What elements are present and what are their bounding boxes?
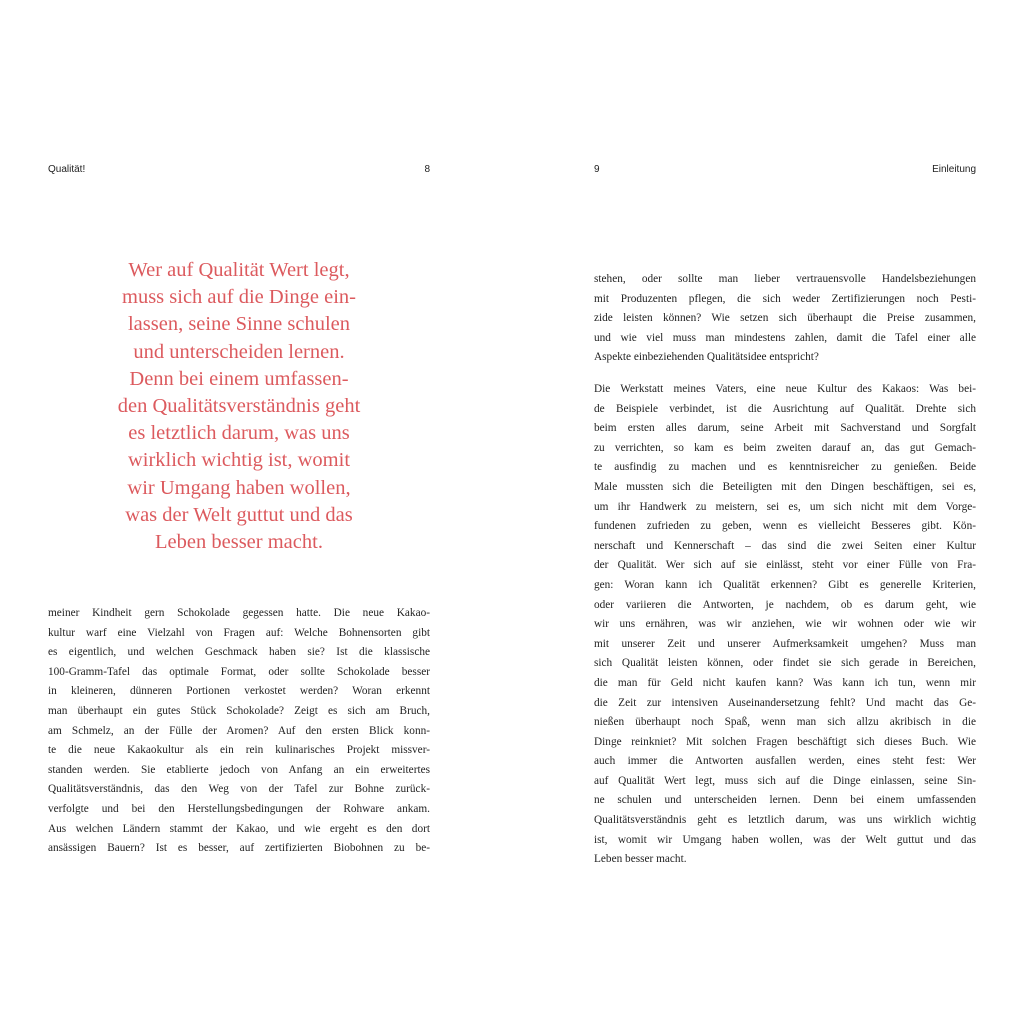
- body-line: Die Werkstatt meines Vaters, eine neue Kultur des Kakaos: Was bei-: [594, 383, 976, 395]
- pull-quote: [86, 257, 392, 556]
- body-line: fundenen zufrieden zu geben, wenn es vielleicht Besseres gibt. Kön-: [594, 520, 976, 533]
- body-line: Aus welchen Ländern stammt der Kakao, und wie ergeht es den dort: [48, 822, 430, 835]
- body-line: der Qualität. Wer sich auf sie einlässt, steht vor einer Fülle von Fra-: [594, 559, 976, 572]
- body-line: auch immer die Antworten ausfallen werden, eines steht fest: Wer: [594, 755, 976, 768]
- body-line: mit unserer Zeit und unserer Aufmerksamkeit umgehen? Muss man: [594, 637, 976, 650]
- pull-quote-line: Leben besser macht.: [155, 531, 323, 554]
- body-line: man überhaupt ein gutes Stück Schokolade? Zeigt es sich am Bruch,: [48, 704, 430, 717]
- body-line: Qualitätsverständnis geht es letztlich darum, was uns wirklich wichtig: [594, 814, 976, 827]
- pull-quote-line: und unterscheiden lernen.: [133, 340, 345, 363]
- body-line: 100-Gramm-Tafel das optimale Format, oder sollte Schokolade besser: [48, 665, 430, 678]
- body-line: am Schmelz, an der Fülle der Aromen? Auf den ersten Blick konn-: [48, 724, 430, 737]
- body-line: meiner Kindheit gern Schokolade gegessen hatte. Die neue Kakao-: [48, 607, 430, 619]
- body-line: nießen überhaupt noch Spaß, wenn man sich allzu akribisch in die: [594, 716, 976, 729]
- body-line: wir uns ernähren, was wir anziehen, wie wir wohnen oder wie wir: [594, 618, 976, 631]
- right-page-number: 9: [594, 164, 600, 175]
- right-page: [594, 0, 976, 1024]
- right-running-head: [594, 163, 976, 177]
- right-paragraph-1: [594, 270, 976, 368]
- pull-quote-line: wirklich wichtig ist, womit: [127, 449, 351, 472]
- right-running-title: Einleitung: [932, 164, 976, 175]
- body-line: Leben besser macht.: [594, 853, 687, 866]
- pull-quote-line: Wer auf Qualität Wert legt,: [128, 259, 350, 281]
- body-line: kultur warf eine Vielzahl von Fragen auf: Welche Bohnensorten gibt: [48, 626, 430, 639]
- pull-quote-line: muss sich auf die Dinge ein-: [122, 286, 356, 309]
- body-line: Dinge reinkniet? Mit solchen Fragen beschäftigt sich dieses Buch. Wie: [594, 735, 976, 748]
- pull-quote-line: es letztlich darum, was uns: [128, 422, 350, 445]
- body-line: nerschaft und Kennerschaft – das sind die zwei Seiten einer Kultur: [594, 539, 976, 552]
- body-line: zu verrichten, so kam es beim zweiten darauf an, das gut Gemach-: [594, 441, 976, 454]
- body-line: beim ersten alles darum, seine Arbeit mit Sachverstand und Sorgfalt: [594, 422, 976, 435]
- body-line: Male mussten sich die Beteiligten mit den Dingen beschäftigen, sei es,: [594, 480, 976, 493]
- body-line: die man für Geld nicht kaufen kann? Was kann ich tun, wenn mir: [594, 676, 976, 689]
- body-line: oder variieren die Antworten, je nachdem, ob es darum geht, wie: [594, 598, 976, 611]
- body-line: ist, womit wir Umgang haben wollen, was der Welt guttut und das: [594, 833, 976, 846]
- left-body-text: [48, 604, 430, 859]
- body-line: es eigentlich, und welchen Geschmack haben sie? Ist die klassische: [48, 646, 430, 659]
- body-line: mit Produzenten pflegen, die sich weder Zertifizierungen noch Pesti-: [594, 292, 976, 305]
- pull-quote-line: wir Umgang haben wollen,: [127, 476, 351, 499]
- right-paragraph-2: [594, 380, 976, 870]
- left-page: [48, 0, 430, 1024]
- pull-quote-line: lassen, seine Sinne schulen: [127, 313, 351, 336]
- pull-quote-line: was der Welt guttut und das: [125, 503, 353, 526]
- body-line: de Beispiele verbindet, ist die Ausrichtung auf Qualität. Drehte sich: [594, 402, 976, 415]
- body-line: ne schulen und unterscheiden lernen. Denn bei einem umfassenden: [594, 794, 976, 807]
- body-line: Aspekte einbeziehenden Qualitätsidee entspricht?: [594, 351, 819, 364]
- left-running-head: [48, 163, 430, 177]
- body-line: in kleineren, dünneren Portionen verkostet werden? Woran erkennt: [48, 685, 430, 698]
- body-line: te die neue Kakaokultur als ein rein kulinarisches Projekt missver-: [48, 744, 430, 757]
- left-page-number: 8: [424, 164, 430, 175]
- body-line: gen: Woran kann ich Qualität erkennen? Gibt es generelle Kriterien,: [594, 578, 976, 591]
- pull-quote-line: den Qualitätsverständnis geht: [117, 395, 361, 418]
- pull-quote-line: Denn bei einem umfassen-: [129, 367, 349, 390]
- left-running-title: Qualität!: [48, 164, 86, 175]
- body-line: ansässigen Bauern? Ist es besser, auf zertifizierten Biobohnen zu be-: [48, 842, 430, 855]
- body-line: zide leisten können? Wie setzen sich überhaupt die Preise zusammen,: [594, 312, 976, 325]
- body-line: stehen, oder sollte man lieber vertrauensvolle Handelsbeziehungen: [594, 273, 976, 285]
- body-line: standen werden. Sie etablierte jedoch von Anfang an ein erweitertes: [48, 763, 430, 776]
- body-line: verfolgte und bei den Herstellungsbedingungen der Rohware ankam.: [48, 802, 430, 815]
- body-line: auf Qualität Wert legt, muss sich auf die Dinge einlassen, seine Sin-: [594, 774, 976, 787]
- body-line: Qualitätsverständnis, das den Weg von der Tafel zur Bohne zurück-: [48, 783, 430, 796]
- body-line: die Zeit zur intensiven Auseinandersetzung fehlt? Und macht das Ge-: [594, 696, 976, 709]
- body-line: sich Qualität leisten können, oder findet sie sich gerade in Bereichen,: [594, 657, 976, 670]
- body-line: und wie viel muss man mindestens zahlen, damit die Tafel einer alle: [594, 331, 976, 344]
- body-line: um ihr Handwerk zu meistern, sei es, um sich nicht mit dem Vorge-: [594, 500, 976, 513]
- body-line: te ausfindig zu machen und es kenntnisreicher zu genießen. Beide: [594, 461, 976, 474]
